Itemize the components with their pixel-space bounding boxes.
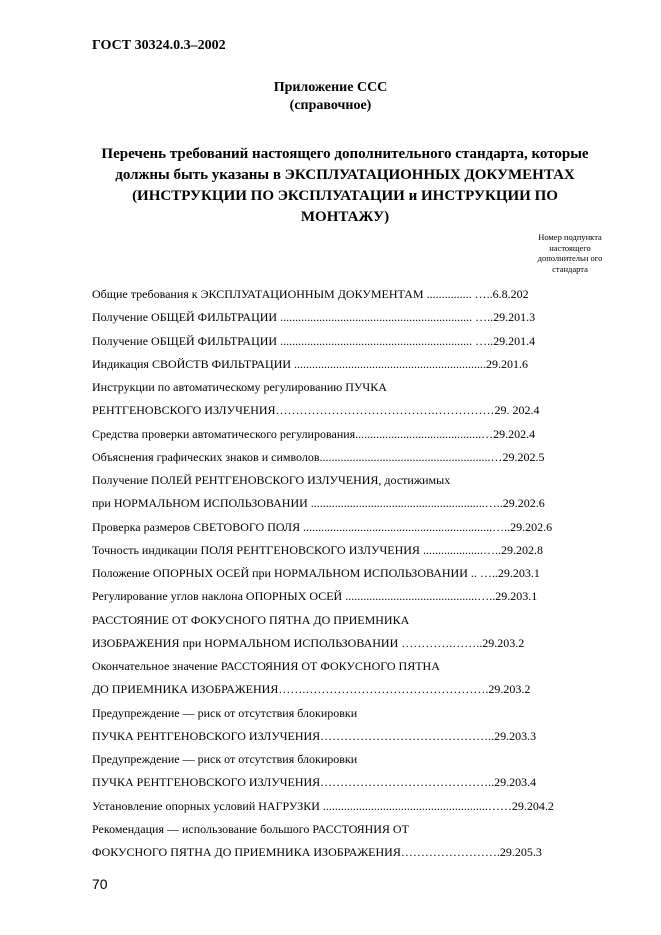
- list-item: ИЗОБРАЖЕНИЯ при НОРМАЛЬНОМ ИСПОЛЬЗОВАНИИ ………….……..29.203.2: [92, 635, 525, 650]
- list-item: Объяснения графических знаков и символов.........................................................…29.202.5: [92, 449, 545, 464]
- requirements-list: [92, 283, 612, 864]
- list-item: Точность индикации ПОЛЯ РЕНТГЕНОВСКОГО ИЗЛУЧЕНИЯ ....................…..29.202.8: [92, 542, 543, 557]
- document-code: ГОСТ 30324.0.3–2002: [92, 38, 226, 53]
- list-item: Окончательное значение РАССТОЯНИЯ ОТ ФОКУСНОГО ПЯТНА: [92, 659, 440, 673]
- list-item: Регулирование углов наклона ОПОРНЫХ ОСЕЙ ............................................…..29.203.1: [92, 589, 538, 604]
- list-item: Инструкции по автоматическому регулированию ПУЧКА: [92, 380, 387, 394]
- list-item: при НОРМАЛЬНОМ ИСПОЛЬЗОВАНИИ ..........................................................…..29.202.6: [92, 496, 545, 511]
- list-item: Положение ОПОРНЫХ ОСЕЙ при НОРМАЛЬНОМ ИСПОЛЬЗОВАНИИ .. …..29.203.1: [92, 566, 540, 580]
- list-item: Проверка размеров СВЕТОВОГО ПОЛЯ ...............................................................…..29.202.6: [92, 519, 553, 534]
- list-item: Получение ОБЩЕЙ ФИЛЬТРАЦИИ ................................................................ …..29.201.3: [92, 310, 536, 325]
- list-item: Получение ОБЩЕЙ ФИЛЬТРАЦИИ ................................................................ …..29.201.4: [92, 333, 536, 348]
- list-item: Общие требования к ЭКСПЛУАТАЦИОННЫМ ДОКУМЕНТАМ ............... …..6.8.202: [92, 287, 529, 301]
- list-item: РЕНТГЕНОВСКОГО ИЗЛУЧЕНИЯ………………………………….……………29. 202.4: [92, 403, 540, 418]
- appendix-title: Приложение ССС: [273, 80, 388, 95]
- list-item: ДО ПРИЕМНИКА ИЗОБРАЖЕНИЯ…….……………………………………….29.203.2: [92, 682, 531, 697]
- list-heading: Перечень требований настоящего дополнительного стандарта, которые должны быть указаны в ЭКСПЛУАТАЦИОННЫХ ДОКУМЕНТАХ (ИНСТРУКЦИИ ПО ЭКСПЛУАТАЦИИ и ИНСТРУКЦИИ ПО МОНТАЖУ): [101, 146, 589, 225]
- column-note: Номер подпункта настоящего дополнительн ого стандарта: [537, 232, 603, 274]
- list-item: ФОКУСНОГО ПЯТНА ДО ПРИЕМНИКА ИЗОБРАЖЕНИЯ…………………….29.205.3: [92, 845, 542, 859]
- appendix-note: (справочное): [289, 98, 372, 113]
- list-item: ПУЧКА РЕНТГЕНОВСКОГО ИЗЛУЧЕНИЯ……………………………………..29.203.3: [92, 728, 537, 743]
- list-item: Получение ПОЛЕЙ РЕНТГЕНОВСКОГО ИЗЛУЧЕНИЯ, достижимых: [92, 473, 451, 487]
- list-item: Индикация СВОЙСТВ ФИЛЬТРАЦИИ ................................................................29.201.6: [92, 356, 529, 371]
- list-item: Установление опорных условий НАГРУЗКИ .......................................................……29.204.2: [92, 798, 554, 813]
- list-item: Предупреждение — риск от отсутствия блокировки: [92, 752, 358, 766]
- list-item: Средства проверки автоматического регулирования..........................................…29.202.4: [92, 426, 536, 441]
- list-item: РАССТОЯНИЕ ОТ ФОКУСНОГО ПЯТНА ДО ПРИЕМНИКА: [92, 612, 410, 627]
- list-item: Рекомендация — использование большого РАССТОЯНИЯ ОТ: [92, 821, 409, 836]
- list-item: ПУЧКА РЕНТГЕНОВСКОГО ИЗЛУЧЕНИЯ……………………………………..29.203.4: [92, 775, 537, 790]
- list-item: Предупреждение — риск от отсутствия блокировки: [92, 705, 358, 720]
- page-number: 70: [92, 876, 108, 892]
